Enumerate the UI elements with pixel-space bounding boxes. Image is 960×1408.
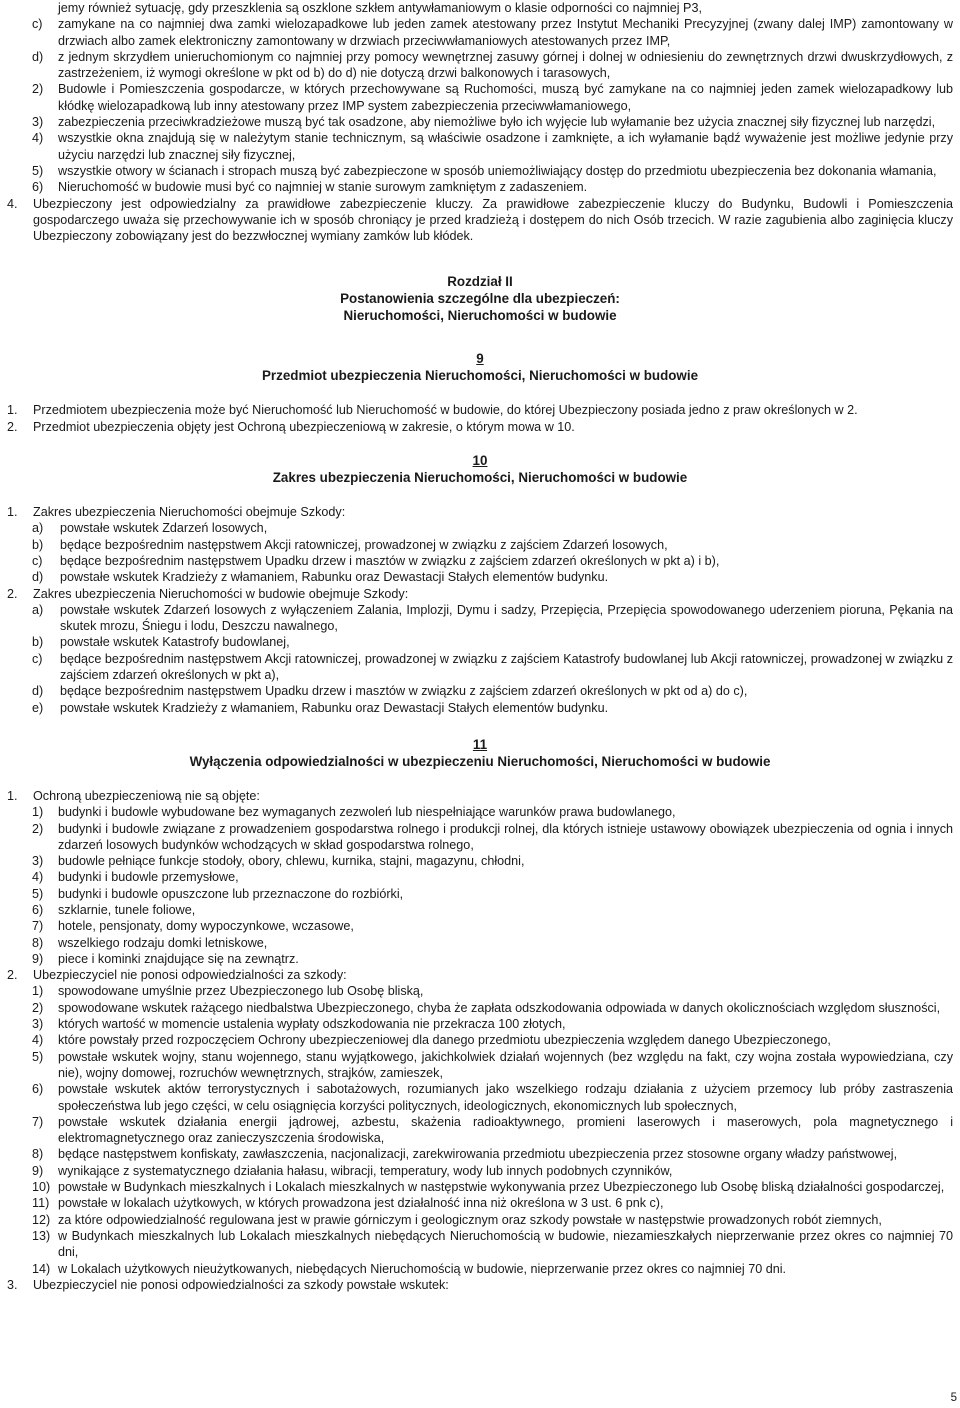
item-text: zabezpieczenia przeciwkradzieżowe muszą być tak osadzone, aby niemożliwe było ich wyjęcie lub wyłamanie bez użycia znacznej siły fizycznej lub narzędzi, (58, 115, 936, 130)
item-number: c) (32, 553, 43, 568)
item-number: a) (32, 521, 44, 536)
section-10-heading (7, 452, 953, 486)
section-9-list (7, 402, 953, 435)
item-number: 9) (32, 951, 44, 966)
list-item (7, 651, 953, 684)
list-item (7, 419, 953, 435)
item-number: 2) (32, 1000, 44, 1015)
item-number: 3) (32, 854, 44, 869)
item-text: które powstały przed rozpoczęciem Ochrony ubezpieczeniowej dla danego przedmiotu ubezpieczenia względem danego Ubezpieczonego, (58, 1033, 831, 1048)
item-text: będące bezpośrednim następstwem Akcji ratowniczej, prowadzonej w związku z zajściem Zdarzeń losowych, (60, 537, 668, 552)
item-number: 2. (7, 419, 18, 434)
item-text: będące następstwem konfiskaty, zawłaszczenia, nacjonalizacji, zarekwirowania przedmiotu ubezpieczenia przez stosowne organy władzy państwowej, (58, 1147, 898, 1162)
list-item (7, 569, 953, 585)
item-number: 5) (32, 886, 44, 901)
item-number: 3. (7, 1277, 18, 1292)
list-item (7, 700, 953, 716)
list-item (7, 1228, 953, 1261)
item-text: spowodowane wskutek rażącego niedbalstwa Ubezpieczonego, chyba że zapłata odszkodowania odpowiada w danych okolicznościach względom słuszności, (58, 1000, 941, 1015)
item-text: wszystkie okna znajdują się w należytym stanie technicznym, są właściwie osadzone i zamknięte, a ich wyłamanie bądź wyważenie jest możliwe jedynie przy użyciu narzędzi lub znacznej siły fizycznej, (58, 131, 953, 162)
section-11-list (7, 788, 953, 1293)
item-text: Ubezpieczyciel nie ponosi odpowiedzialności za szkody: (33, 968, 347, 983)
section-number: 10 (472, 453, 488, 469)
item-number: e) (32, 700, 44, 715)
intro-list (7, 0, 953, 244)
list-item (7, 886, 953, 902)
item-number: a) (32, 602, 44, 617)
item-text: Ubezpieczyciel nie ponosi odpowiedzialności za szkody powstałe wskutek: (33, 1277, 449, 1292)
list-item (7, 602, 953, 635)
section-title: Wyłączenia odpowiedzialności w ubezpieczeniu Nieruchomości, Nieruchomości w budowie (189, 753, 771, 769)
list-item (7, 1195, 953, 1211)
item-number: 1. (7, 505, 18, 520)
section-11-heading (7, 736, 953, 770)
item-text: wynikające z systematycznego działania hałasu, wibracji, temperatury, wody lub innych podobnych czynników, (58, 1163, 673, 1178)
list-item (7, 553, 953, 569)
item-text: w Budynkach mieszkalnych lub Lokalach mieszkalnych niebędących Nieruchomością w budowie, niezamieszkałych nieprzerwanie przez okres co najmniej 70 dni, (58, 1228, 953, 1260)
item-text: powstałe w Budynkach mieszkalnych i Lokalach mieszkalnych w następstwie wykonywania przez Ubezpieczonego lub Osobę bliską działalności gospodarczej, (58, 1180, 945, 1195)
list-item (7, 81, 953, 114)
list-item (7, 1114, 953, 1147)
item-number: 9) (32, 1163, 44, 1178)
list-item (7, 788, 953, 804)
section-title: Przedmiot ubezpieczenia Nieruchomości, Nieruchomości w budowie (261, 368, 699, 384)
list-item (7, 902, 953, 918)
item-number: 6) (32, 1082, 44, 1097)
item-number: 5) (32, 163, 44, 178)
item-number: 1. (7, 788, 18, 803)
item-text: Zakres ubezpieczenia Nieruchomości w budowie obejmuje Szkody: (33, 586, 409, 601)
item-text: będące bezpośrednim następstwem Upadku drzew i masztów w związku z zajściem zdarzeń określonych w pkt od a) do c), (60, 684, 748, 699)
item-number: 2) (32, 821, 44, 836)
item-number: 8) (32, 935, 44, 950)
list-item (7, 520, 953, 536)
item-text: powstałe wskutek Kradzieży z włamaniem, Rabunku oraz Dewastacji Stałych elementów budynku. (60, 570, 609, 585)
item-number: 1) (32, 805, 44, 820)
item-text: będące bezpośrednim następstwem Akcji ratowniczej, prowadzonej w związku z zajściem Katastrofy budowlanej lub Akcji ratowniczej, prowadzonej w związku z zajściem zdarzeń określonych w pkt a), (60, 651, 953, 683)
list-item (7, 49, 953, 82)
item-text: Ochroną ubezpieczeniową nie są objęte: (33, 788, 260, 803)
item-text: z jednym skrzydłem unieruchomionym co najmniej przy pomocy wewnętrznej zasuwy górnej i dolnej w odniesieniu do zewnętrznych drzwi dwuskrzydłowych, z zastrzeżeniem, iż wymogi określone w pkt od b) do d) nie dotyczą drzwi balkonowych i tarasowych, (58, 49, 953, 81)
item-number: 13) (32, 1228, 51, 1243)
item-text: za które odpowiedzialność regulowana jest w prawie górniczym i geologicznym oraz szkody powstałe w następstwie prowadzonych robót ziemnych, (58, 1212, 882, 1227)
item-text: spowodowane umyślnie przez Ubezpieczonego lub Osobę bliską, (58, 984, 424, 999)
item-text: budynki i budowle związane z prowadzeniem gospodarstwa rolnego i produkcji rolnej, dla których istnieje ustawowy obowiązek ubezpieczenia od ognia i innych zdarzeń losowych budynków wchodzących w skład gospodarstwa rolnego, (58, 821, 953, 852)
page-number: 5 (950, 1392, 957, 1404)
item-text: hotele, pensjonaty, domy wypoczynkowe, wczasowe, (58, 919, 354, 934)
section-10-list (7, 504, 953, 716)
item-text: budynki i budowle wybudowane bez wymaganych zezwoleń lub niespełniające warunków prawa budowlanego, (58, 805, 676, 820)
list-item (7, 504, 953, 520)
item-number: c) (32, 17, 43, 32)
item-text: Budowle i Pomieszczenia gospodarcze, w których przechowywane są Ruchomości, muszą być zamykane na co najmniej jeden zamek wielozapadkowy lub kłódkę wielozapadkową lub inny atestowany przez IMP system zabezpieczenia przeciwwłamaniowego, (58, 82, 953, 113)
list-item (7, 1277, 953, 1293)
list-item (7, 163, 953, 179)
item-text: powstałe wskutek Zdarzeń losowych, (60, 521, 268, 536)
list-item (7, 1081, 953, 1114)
list-item (7, 804, 953, 820)
item-text: wszystkie otwory w ścianach i stropach muszą być zabezpieczone w sposób uniemożliwiający dostęp do przedmiotu ubezpieczenia bez dokonania włamania, (58, 163, 937, 178)
item-number: 1) (32, 984, 44, 999)
list-item (7, 16, 953, 49)
list-item (7, 1163, 953, 1179)
list-item (7, 179, 953, 195)
item-number: d) (32, 49, 44, 64)
list-item (7, 918, 953, 934)
list-item (7, 586, 953, 602)
chapter-number: Rozdział II (447, 274, 513, 290)
section-title: Zakres ubezpieczenia Nieruchomości, Nieruchomości w budowie (272, 470, 688, 486)
item-text: będące bezpośrednim następstwem Upadku drzew i masztów w związku z zajściem zdarzeń określonych w pkt a) i b), (60, 553, 720, 568)
item-text: Zakres ubezpieczenia Nieruchomości obejmuje Szkody: (33, 505, 346, 520)
item-number: 2. (7, 586, 18, 601)
item-number: 2) (32, 82, 44, 97)
list-item (7, 821, 953, 854)
list-item (7, 869, 953, 885)
item-text: w Lokalach użytkowych nieużytkowanych, niebędących Nieruchomością w budowie, nieprzerwanie przez okres co najmniej 70 dni. (58, 1261, 787, 1276)
list-item (7, 130, 953, 163)
list-item (7, 1016, 953, 1032)
item-number: 7) (32, 919, 44, 934)
item-number: 4) (32, 1033, 44, 1048)
item-number: 7) (32, 1114, 44, 1129)
item-number: 5) (32, 1049, 44, 1064)
item-text: budynki i budowle przemysłowe, (58, 870, 239, 885)
item-text: budynki i budowle opuszczone lub przeznaczone do rozbiórki, (58, 886, 404, 901)
item-text: jemy również sytuację, gdy przeszklenia są oszklone szkłem antywłamaniowym o klasie odporności co najmniej P3, (58, 1, 702, 15)
list-item (7, 1179, 953, 1195)
item-number: b) (32, 635, 44, 650)
section-number: 9 (476, 351, 484, 367)
item-text: piece i kominki znajdujące się na zewnątrz. (58, 951, 299, 966)
item-text: wszelkiego rodzaju domki letniskowe, (58, 935, 268, 950)
section-number: 11 (472, 736, 488, 752)
item-number: 3) (32, 115, 44, 130)
item-number: b) (32, 537, 44, 552)
item-text: Przedmiotem ubezpieczenia może być Nieruchomość lub Nieruchomość w budowie, do której Ubezpieczony posiada jedno z praw określonych w 2. (33, 403, 858, 418)
list-item (7, 114, 953, 130)
item-number: 4) (32, 131, 44, 146)
list-item (7, 196, 953, 245)
list-item (7, 1049, 953, 1082)
item-text: budowle pełniące funkcje stodoły, obory, chlewu, kurnika, stajni, magazynu, chłodni, (58, 854, 525, 869)
item-number: 4) (32, 870, 44, 885)
list-item (7, 1212, 953, 1228)
item-text: Nieruchomość w budowie musi być co najmniej w stanie surowym zamkniętym z zadaszeniem. (58, 180, 588, 195)
chapter-heading (7, 273, 953, 324)
list-item (7, 683, 953, 699)
item-text: powstałe wskutek działania energii jądrowej, azbestu, skażenia radioaktywnego, promieni laserowych i maserowych, pola magnetycznego i elektromagnetycznego oraz zanieczyszczenia środowiska, (58, 1114, 953, 1146)
list-item (7, 402, 953, 418)
item-text: Przedmiot ubezpieczenia objęty jest Ochroną ubezpieczeniową w zakresie, o którym mowa w 10. (33, 419, 575, 434)
item-number: 8) (32, 1147, 44, 1162)
item-text: powstałe w lokalach użytkowych, w których prowadzona jest działalność inna niż określona w 3 ust. 6 pnk c), (58, 1196, 664, 1211)
document-page (7, 0, 953, 1293)
section-9-heading (7, 350, 953, 384)
list-item (7, 537, 953, 553)
item-number: 2. (7, 968, 18, 983)
list-item (7, 0, 953, 16)
item-number: 14) (32, 1261, 51, 1276)
item-text: zamykane na co najmniej dwa zamki wielozapadkowe lub jeden zamek atestowany przez Instytut Mechaniki Precyzyjnej (zwany dalej IMP) zamontowany w drzwiach albo zamek elektroniczny zamontowany w drzwiach przeciwwłamaniowych atestowanych przez IMP, (58, 17, 953, 48)
item-number: c) (32, 651, 43, 666)
item-text: powstałe wskutek wojny, stanu wojennego, stanu wyjątkowego, jakichkolwiek działań wojennych (bez względu na fakt, czy wojna została wypowiedziana, czy nie), wojny domowej, rozruchów wewnętrznych, strajków, zamieszek, (58, 1049, 953, 1080)
item-number: 6) (32, 180, 44, 195)
list-item (7, 1261, 953, 1277)
item-number: 3) (32, 1017, 44, 1032)
item-number: d) (32, 570, 44, 585)
item-number: 11) (32, 1196, 50, 1211)
item-text: powstałe wskutek Zdarzeń losowych z wyłączeniem Zalania, Implozji, Dymu i sadzy, Przepięcia, Przepięcia spowodowanego uderzeniem pioruna, Pękania na skutek mrozu, Śniegu i lodu, Deszczu nawalnego, (60, 602, 953, 634)
list-item (7, 951, 953, 967)
item-text: powstałe wskutek aktów terrorystycznych i sabotażowych, rozumianych jako wszelkiego rodzaju działania z użyciem przemocy lub próby zastraszenia społeczeństwa lub jego części, w celu osiągnięcia korzyści politycznych, ideologicznych, ekonomicznych lub społecznych, (58, 1082, 953, 1113)
item-number: 6) (32, 902, 44, 917)
list-item (7, 853, 953, 869)
chapter-subtitle: Nieruchomości, Nieruchomości w budowie (343, 308, 617, 324)
item-number: 10) (32, 1180, 51, 1195)
item-text: których wartość w momencie ustalenia wypłaty odszkodowania nie przekracza 100 złotych, (58, 1017, 566, 1032)
item-number: 1. (7, 403, 18, 418)
item-number: 4. (7, 196, 18, 211)
list-item (7, 1146, 953, 1162)
item-number: 12) (32, 1212, 51, 1227)
item-text: szklarnie, tunele foliowe, (58, 902, 196, 917)
list-item (7, 983, 953, 999)
chapter-title: Postanowienia szczególne dla ubezpieczeń: (340, 291, 620, 307)
list-item (7, 967, 953, 983)
item-text: Ubezpieczony jest odpowiedzialny za prawidłowe zabezpieczenie kluczy. Za prawidłowe zabezpieczenie kluczy do Budynku, Budowli i Pomieszczenia gospodarczego uważa się przechowywanie ich w sposób chroniący je przed kradzieżą i dostępem do nich Osób trzecich. W razie zagubienia albo zaginięcia kluczy Ubezpieczony zobowiązany jest do bezzwłocznej wymiany zamków lub kłódek. (33, 196, 953, 244)
list-item (7, 1032, 953, 1048)
item-text: powstałe wskutek Kradzieży z włamaniem, Rabunku oraz Dewastacji Stałych elementów budynku. (60, 700, 609, 715)
item-number: d) (32, 684, 44, 699)
list-item (7, 634, 953, 650)
list-item (7, 935, 953, 951)
list-item (7, 1000, 953, 1016)
item-text: powstałe wskutek Katastrofy budowlanej, (60, 635, 290, 650)
